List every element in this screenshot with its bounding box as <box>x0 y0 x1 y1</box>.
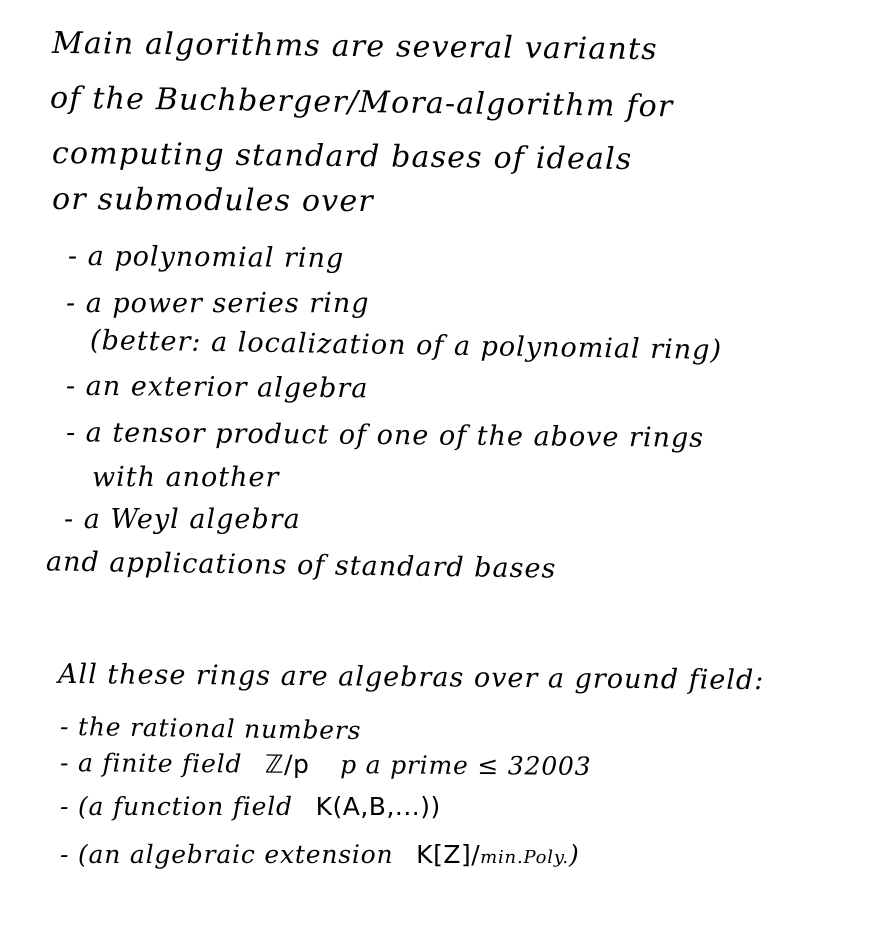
ring-item-polynomial: - a polynomial ring <box>67 240 345 275</box>
field-item-algebraic-extension <box>60 842 580 867</box>
applications-line: and applications of standard bases <box>45 546 557 585</box>
algebraic-extension-label: - (an algebraic extension <box>60 840 394 869</box>
ring-item-tensor-product-cont: with another <box>92 462 280 493</box>
ring-item-power-series: - a power series ring <box>66 288 370 319</box>
finite-field-symbol: ℤ/p <box>264 749 310 779</box>
function-field-symbol: K(A,B,...)) <box>315 792 441 821</box>
ring-item-tensor-product: - a tensor product of one of the above rings <box>65 417 705 454</box>
algebraic-extension-minpoly: min.Poly. <box>480 847 569 868</box>
intro-line-1: Main algorithms are several variants <box>51 25 659 68</box>
ring-item-weyl-algebra: - a Weyl algebra <box>64 504 301 535</box>
finite-field-label: - a finite field <box>59 748 243 779</box>
algebraic-extension-symbol: K[Z]/ <box>416 840 481 869</box>
ring-item-exterior-algebra: - an exterior algebra <box>65 370 369 405</box>
algebraic-extension-close: ) <box>568 840 580 869</box>
intro-line-3: computing standard bases of ideals <box>51 135 633 178</box>
function-field-label: - (a function field <box>60 792 293 821</box>
fields-heading: All these rings are algebras over a ground field: <box>57 658 765 697</box>
field-item-finite-field <box>60 750 592 779</box>
intro-line-4: or submodules over <box>51 181 375 220</box>
finite-field-condition: p a prime ≤ 32003 <box>340 750 592 781</box>
field-item-function-field <box>60 794 441 819</box>
ring-item-localization-note: (better: a localization of a polynomial ring) <box>89 325 723 366</box>
intro-line-2: of the Buchberger/Mora-algorithm for <box>49 80 674 125</box>
field-item-rationals: - the rational numbers <box>59 711 362 746</box>
